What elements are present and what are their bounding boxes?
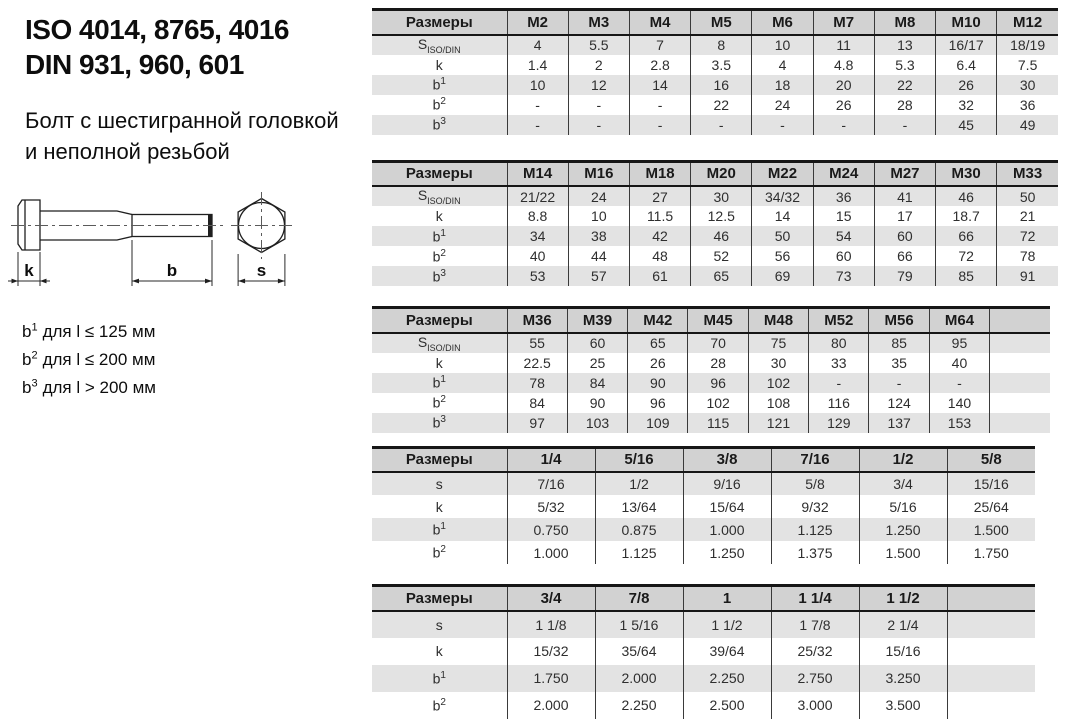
data-cell: -: [507, 95, 568, 115]
data-cell: 12: [568, 75, 629, 95]
dim-b-arrow-left: [132, 279, 139, 284]
data-cell: 95: [929, 333, 989, 353]
column-header: 1/2: [859, 447, 947, 472]
data-cell: 2.750: [771, 665, 859, 692]
table-header-label: Размеры: [372, 447, 507, 472]
page-title: [25, 12, 370, 82]
subtitle-line-2: и неполной резьбой: [25, 138, 230, 164]
data-cell: 137: [869, 413, 929, 433]
data-cell: 7.5: [997, 55, 1058, 75]
data-cell: -: [629, 95, 690, 115]
column-header: M20: [691, 161, 752, 186]
data-cell: 46: [691, 226, 752, 246]
column-header: 1/4: [507, 447, 595, 472]
data-cell: 13/64: [595, 495, 683, 518]
row-label: $b^2$: [432, 247, 446, 265]
data-cell: 25: [567, 353, 627, 373]
row-label: $b^1$: [372, 226, 507, 246]
left-pane: [25, 12, 370, 168]
data-cell: 36: [997, 95, 1058, 115]
column-header: M48: [748, 308, 808, 333]
column-header: M56: [869, 308, 929, 333]
table-header-label: Размеры: [372, 308, 507, 333]
data-cell: 17: [874, 206, 935, 226]
dim-k-label: k: [24, 261, 34, 280]
row-label: $b^1$: [372, 665, 507, 692]
data-cell: 44: [568, 246, 629, 266]
column-header: M14: [507, 161, 568, 186]
data-cell: 0.875: [595, 518, 683, 541]
column-header: M24: [813, 161, 874, 186]
column-header: 3/8: [683, 447, 771, 472]
data-cell: 41: [874, 186, 935, 206]
data-cell: 2 1/4: [859, 611, 947, 638]
dim-k-arrow-right: [40, 279, 47, 284]
metric-table-m14-m33: [372, 160, 1058, 287]
column-header: M22: [752, 161, 813, 186]
column-header: 5/8: [947, 447, 1035, 472]
data-cell: 15/16: [859, 638, 947, 665]
column-header: M33: [997, 161, 1058, 186]
data-cell: 4: [507, 35, 568, 55]
data-cell: 1.125: [595, 541, 683, 564]
dim-k-arrow-left: [12, 279, 19, 284]
data-cell: 1 1/2: [683, 611, 771, 638]
data-cell: 50: [752, 226, 813, 246]
data-cell: 16: [691, 75, 752, 95]
data-cell: 18: [752, 75, 813, 95]
data-cell: 90: [628, 373, 688, 393]
data-cell: 30: [748, 353, 808, 373]
data-cell: [990, 373, 1050, 393]
column-header: 5/16: [595, 447, 683, 472]
row-label: $S_{ISO/DIN}$: [372, 35, 507, 55]
data-cell: 7/16: [507, 472, 595, 495]
column-header: 7/8: [595, 586, 683, 611]
row-label: $b^1$: [372, 518, 507, 541]
data-cell: 10: [507, 75, 568, 95]
column-header: M6: [752, 10, 813, 35]
data-cell: 60: [874, 226, 935, 246]
data-cell: 55: [507, 333, 567, 353]
row-label: k: [435, 643, 443, 659]
data-cell: -: [809, 373, 869, 393]
data-cell: 1.750: [947, 541, 1035, 564]
data-cell: 1.000: [507, 541, 595, 564]
row-label: k: [435, 354, 443, 371]
data-cell: 33: [809, 353, 869, 373]
data-cell: 8.8: [507, 206, 568, 226]
inch-table-threequarters-to-oneandhalf: [372, 584, 1035, 719]
data-cell: 1 5/16: [595, 611, 683, 638]
data-cell: 32: [936, 95, 997, 115]
data-cell: 1.000: [683, 518, 771, 541]
table-header-label: Размеры: [372, 10, 507, 35]
column-header: M52: [809, 308, 869, 333]
row-label: k: [435, 208, 443, 224]
data-cell: 84: [507, 393, 567, 413]
title-din-line: DIN 931, 960, 601: [25, 49, 244, 80]
data-cell: 79: [874, 266, 935, 286]
row-label: $b^2$: [432, 544, 446, 561]
data-cell: 1.250: [859, 518, 947, 541]
data-cell: 3/4: [859, 472, 947, 495]
data-cell: 30: [691, 186, 752, 206]
row-label: $b^3$: [372, 115, 507, 135]
data-cell: 1 7/8: [771, 611, 859, 638]
data-cell: 80: [809, 333, 869, 353]
data-cell: 108: [748, 393, 808, 413]
data-cell: 30: [997, 75, 1058, 95]
data-cell: 102: [688, 393, 748, 413]
column-header: 3/4: [507, 586, 595, 611]
data-cell: [947, 692, 1035, 719]
note-b2-sup: 2: [31, 349, 38, 362]
column-header: 7/16: [771, 447, 859, 472]
metric-table-m36-m64: [372, 306, 1050, 433]
data-cell: 34: [507, 226, 568, 246]
data-cell: 50: [997, 186, 1058, 206]
data-cell: 39/64: [683, 638, 771, 665]
note-b2-text: для l ≤ 200 мм: [42, 350, 156, 370]
data-cell: 5/8: [771, 472, 859, 495]
data-cell: 15/32: [507, 638, 595, 665]
data-cell: 57: [568, 266, 629, 286]
data-cell: 129: [809, 413, 869, 433]
data-cell: 15: [813, 206, 874, 226]
data-cell: 35: [869, 353, 929, 373]
data-cell: -: [568, 115, 629, 135]
data-cell: 35/64: [595, 638, 683, 665]
title-iso-line: ISO 4014, 8765, 4016: [25, 14, 289, 45]
data-cell: 18.7: [936, 206, 997, 226]
data-cell: 72: [997, 226, 1058, 246]
data-cell: 109: [628, 413, 688, 433]
data-cell: 85: [936, 266, 997, 286]
data-cell: 26: [628, 353, 688, 373]
column-header: [990, 308, 1050, 333]
column-header: M30: [936, 161, 997, 186]
note-b2-symbol: b: [22, 350, 32, 370]
row-label: k: [435, 498, 443, 515]
data-cell: 40: [929, 353, 989, 373]
row-label: k: [435, 56, 443, 73]
data-cell: 153: [929, 413, 989, 433]
data-cell: [947, 665, 1035, 692]
data-cell: 48: [629, 246, 690, 266]
data-cell: 2.250: [683, 665, 771, 692]
column-header: M42: [628, 308, 688, 333]
data-cell: -: [874, 115, 935, 135]
data-cell: [990, 413, 1050, 433]
column-header: M7: [813, 10, 874, 35]
data-cell: 6.4: [936, 55, 997, 75]
column-header: M2: [507, 10, 568, 35]
data-cell: 7: [629, 35, 690, 55]
data-cell: 15/16: [947, 472, 1035, 495]
data-cell: 11: [813, 35, 874, 55]
data-cell: 96: [628, 393, 688, 413]
data-cell: 85: [869, 333, 929, 353]
note-b2: [22, 346, 156, 374]
data-cell: -: [568, 95, 629, 115]
column-header: M27: [874, 161, 935, 186]
data-cell: 34/32: [752, 186, 813, 206]
column-header: M12: [997, 10, 1058, 35]
data-cell: 9/32: [771, 495, 859, 518]
data-cell: 102: [748, 373, 808, 393]
data-cell: [990, 393, 1050, 413]
data-cell: 0.750: [507, 518, 595, 541]
bolt-technical-drawing: [5, 188, 325, 303]
data-cell: 1.750: [507, 665, 595, 692]
data-cell: 5.3: [874, 55, 935, 75]
data-cell: 115: [688, 413, 748, 433]
column-header: 1 1/2: [859, 586, 947, 611]
data-cell: 26: [936, 75, 997, 95]
data-cell: [947, 611, 1035, 638]
row-label: $S_{ISO/DIN}$: [372, 186, 507, 206]
data-cell: 1.500: [859, 541, 947, 564]
data-cell: 70: [688, 333, 748, 353]
dim-s-label: s: [256, 261, 267, 280]
row-label: s: [372, 611, 507, 638]
data-cell: 21/22: [507, 186, 568, 206]
data-cell: [947, 638, 1035, 665]
data-cell: -: [752, 115, 813, 135]
row-label: $b^3$: [372, 413, 507, 433]
column-header: M10: [936, 10, 997, 35]
data-cell: 4: [752, 55, 813, 75]
data-cell: -: [507, 115, 568, 135]
data-cell: 22: [691, 95, 752, 115]
column-header: M18: [629, 161, 690, 186]
data-cell: 3.000: [771, 692, 859, 719]
data-cell: 10: [568, 206, 629, 226]
note-b1-text: для l ≤ 125 мм: [42, 322, 156, 341]
data-cell: 69: [752, 266, 813, 286]
column-header: [947, 586, 1035, 611]
data-cell: 46: [936, 186, 997, 206]
data-cell: 1.375: [771, 541, 859, 564]
data-cell: 14: [752, 206, 813, 226]
data-cell: 2.000: [507, 692, 595, 719]
data-cell: 72: [936, 246, 997, 266]
data-cell: -: [691, 115, 752, 135]
data-cell: [990, 333, 1050, 353]
data-cell: 54: [813, 226, 874, 246]
data-cell: 84: [567, 373, 627, 393]
data-cell: 56: [752, 246, 813, 266]
dim-s-arrow-right: [278, 279, 285, 284]
data-cell: 60: [567, 333, 627, 353]
data-cell: 140: [929, 393, 989, 413]
data-cell: 24: [568, 186, 629, 206]
data-cell: 13: [874, 35, 935, 55]
row-label: $b^2$: [432, 96, 446, 113]
data-cell: 10: [752, 35, 813, 55]
data-cell: 15/64: [683, 495, 771, 518]
data-cell: 78: [997, 246, 1058, 266]
data-cell: 78: [507, 373, 567, 393]
data-cell: 4.8: [813, 55, 874, 75]
data-cell: 28: [688, 353, 748, 373]
data-cell: 73: [813, 266, 874, 286]
row-label: $b^1$: [372, 75, 507, 95]
row-label: $b^1$: [372, 373, 507, 393]
column-header: M8: [874, 10, 935, 35]
data-cell: 27: [629, 186, 690, 206]
data-cell: 1.4: [507, 55, 568, 75]
data-cell: 124: [869, 393, 929, 413]
note-b1: [22, 318, 156, 346]
data-cell: 2.500: [683, 692, 771, 719]
data-cell: 116: [809, 393, 869, 413]
data-cell: -: [869, 373, 929, 393]
data-cell: 75: [748, 333, 808, 353]
inch-table-quarter-to-fiveeighths: [372, 446, 1035, 565]
note-b1-sup: 1: [31, 321, 38, 334]
data-cell: 65: [691, 266, 752, 286]
column-header: M3: [568, 10, 629, 35]
data-cell: 1/2: [595, 472, 683, 495]
data-cell: 3.500: [859, 692, 947, 719]
data-cell: 21: [997, 206, 1058, 226]
dim-b-arrow-right: [205, 279, 212, 284]
data-cell: 66: [936, 226, 997, 246]
data-cell: 96: [688, 373, 748, 393]
data-cell: 5.5: [568, 35, 629, 55]
data-cell: 38: [568, 226, 629, 246]
data-cell: 22.5: [507, 353, 567, 373]
table-header-label: Размеры: [372, 586, 507, 611]
column-header: M36: [507, 308, 567, 333]
note-b3: [22, 374, 156, 402]
note-b3-text: для l > 200 мм: [42, 378, 156, 398]
data-cell: -: [929, 373, 989, 393]
note-b3-sup: 3: [31, 377, 38, 390]
row-label: $S_{ISO/DIN}$: [372, 333, 507, 353]
thread-length-notes: [22, 318, 156, 402]
data-cell: 103: [567, 413, 627, 433]
data-cell: 9/16: [683, 472, 771, 495]
data-cell: 5/32: [507, 495, 595, 518]
row-label: s: [372, 472, 507, 495]
data-cell: 49: [997, 115, 1058, 135]
data-cell: 14: [629, 75, 690, 95]
data-cell: 11.5: [629, 206, 690, 226]
data-cell: 97: [507, 413, 567, 433]
data-cell: 45: [936, 115, 997, 135]
data-cell: 24: [752, 95, 813, 115]
column-header: 1: [683, 586, 771, 611]
row-label: $b^2$: [432, 696, 446, 714]
column-header: M5: [691, 10, 752, 35]
data-cell: 25/32: [771, 638, 859, 665]
data-cell: 2.250: [595, 692, 683, 719]
column-header: M16: [568, 161, 629, 186]
data-cell: 121: [748, 413, 808, 433]
data-cell: 36: [813, 186, 874, 206]
subtitle-line-1: Болт с шестигранной головкой: [25, 108, 339, 133]
data-cell: 1.125: [771, 518, 859, 541]
note-b1-symbol: b: [22, 322, 32, 341]
data-cell: 90: [567, 393, 627, 413]
data-cell: 3.250: [859, 665, 947, 692]
row-label: $b^2$: [432, 394, 446, 411]
data-cell: -: [629, 115, 690, 135]
data-cell: 1.500: [947, 518, 1035, 541]
column-header: M4: [629, 10, 690, 35]
data-cell: 1.250: [683, 541, 771, 564]
data-cell: 25/64: [947, 495, 1035, 518]
data-cell: 26: [813, 95, 874, 115]
data-cell: 52: [691, 246, 752, 266]
data-cell: 18/19: [997, 35, 1058, 55]
data-cell: [990, 353, 1050, 373]
metric-table-m2-m12: [372, 8, 1058, 135]
table-header-label: Размеры: [372, 161, 507, 186]
dim-b-label: b: [166, 261, 178, 280]
data-cell: 20: [813, 75, 874, 95]
data-cell: 22: [874, 75, 935, 95]
data-cell: 16/17: [936, 35, 997, 55]
data-cell: 1 1/8: [507, 611, 595, 638]
data-cell: 66: [874, 246, 935, 266]
dim-s-arrow-left: [238, 279, 245, 284]
row-label: $b^3$: [372, 266, 507, 286]
column-header: M64: [929, 308, 989, 333]
data-cell: 65: [628, 333, 688, 353]
data-cell: 12.5: [691, 206, 752, 226]
data-cell: 5/16: [859, 495, 947, 518]
column-header: 1 1/4: [771, 586, 859, 611]
data-cell: 28: [874, 95, 935, 115]
data-cell: 8: [691, 35, 752, 55]
data-cell: 53: [507, 266, 568, 286]
data-cell: 60: [813, 246, 874, 266]
data-cell: 2: [568, 55, 629, 75]
data-cell: 2.8: [629, 55, 690, 75]
data-cell: 3.5: [691, 55, 752, 75]
page-subtitle: [25, 106, 370, 168]
data-cell: 42: [629, 226, 690, 246]
data-cell: -: [813, 115, 874, 135]
column-header: M45: [688, 308, 748, 333]
data-cell: 61: [629, 266, 690, 286]
note-b3-symbol: b: [22, 378, 32, 398]
data-cell: 2.000: [595, 665, 683, 692]
data-cell: 91: [997, 266, 1058, 286]
column-header: M39: [567, 308, 627, 333]
dimension-tables: [372, 8, 1058, 719]
data-cell: 40: [507, 246, 568, 266]
